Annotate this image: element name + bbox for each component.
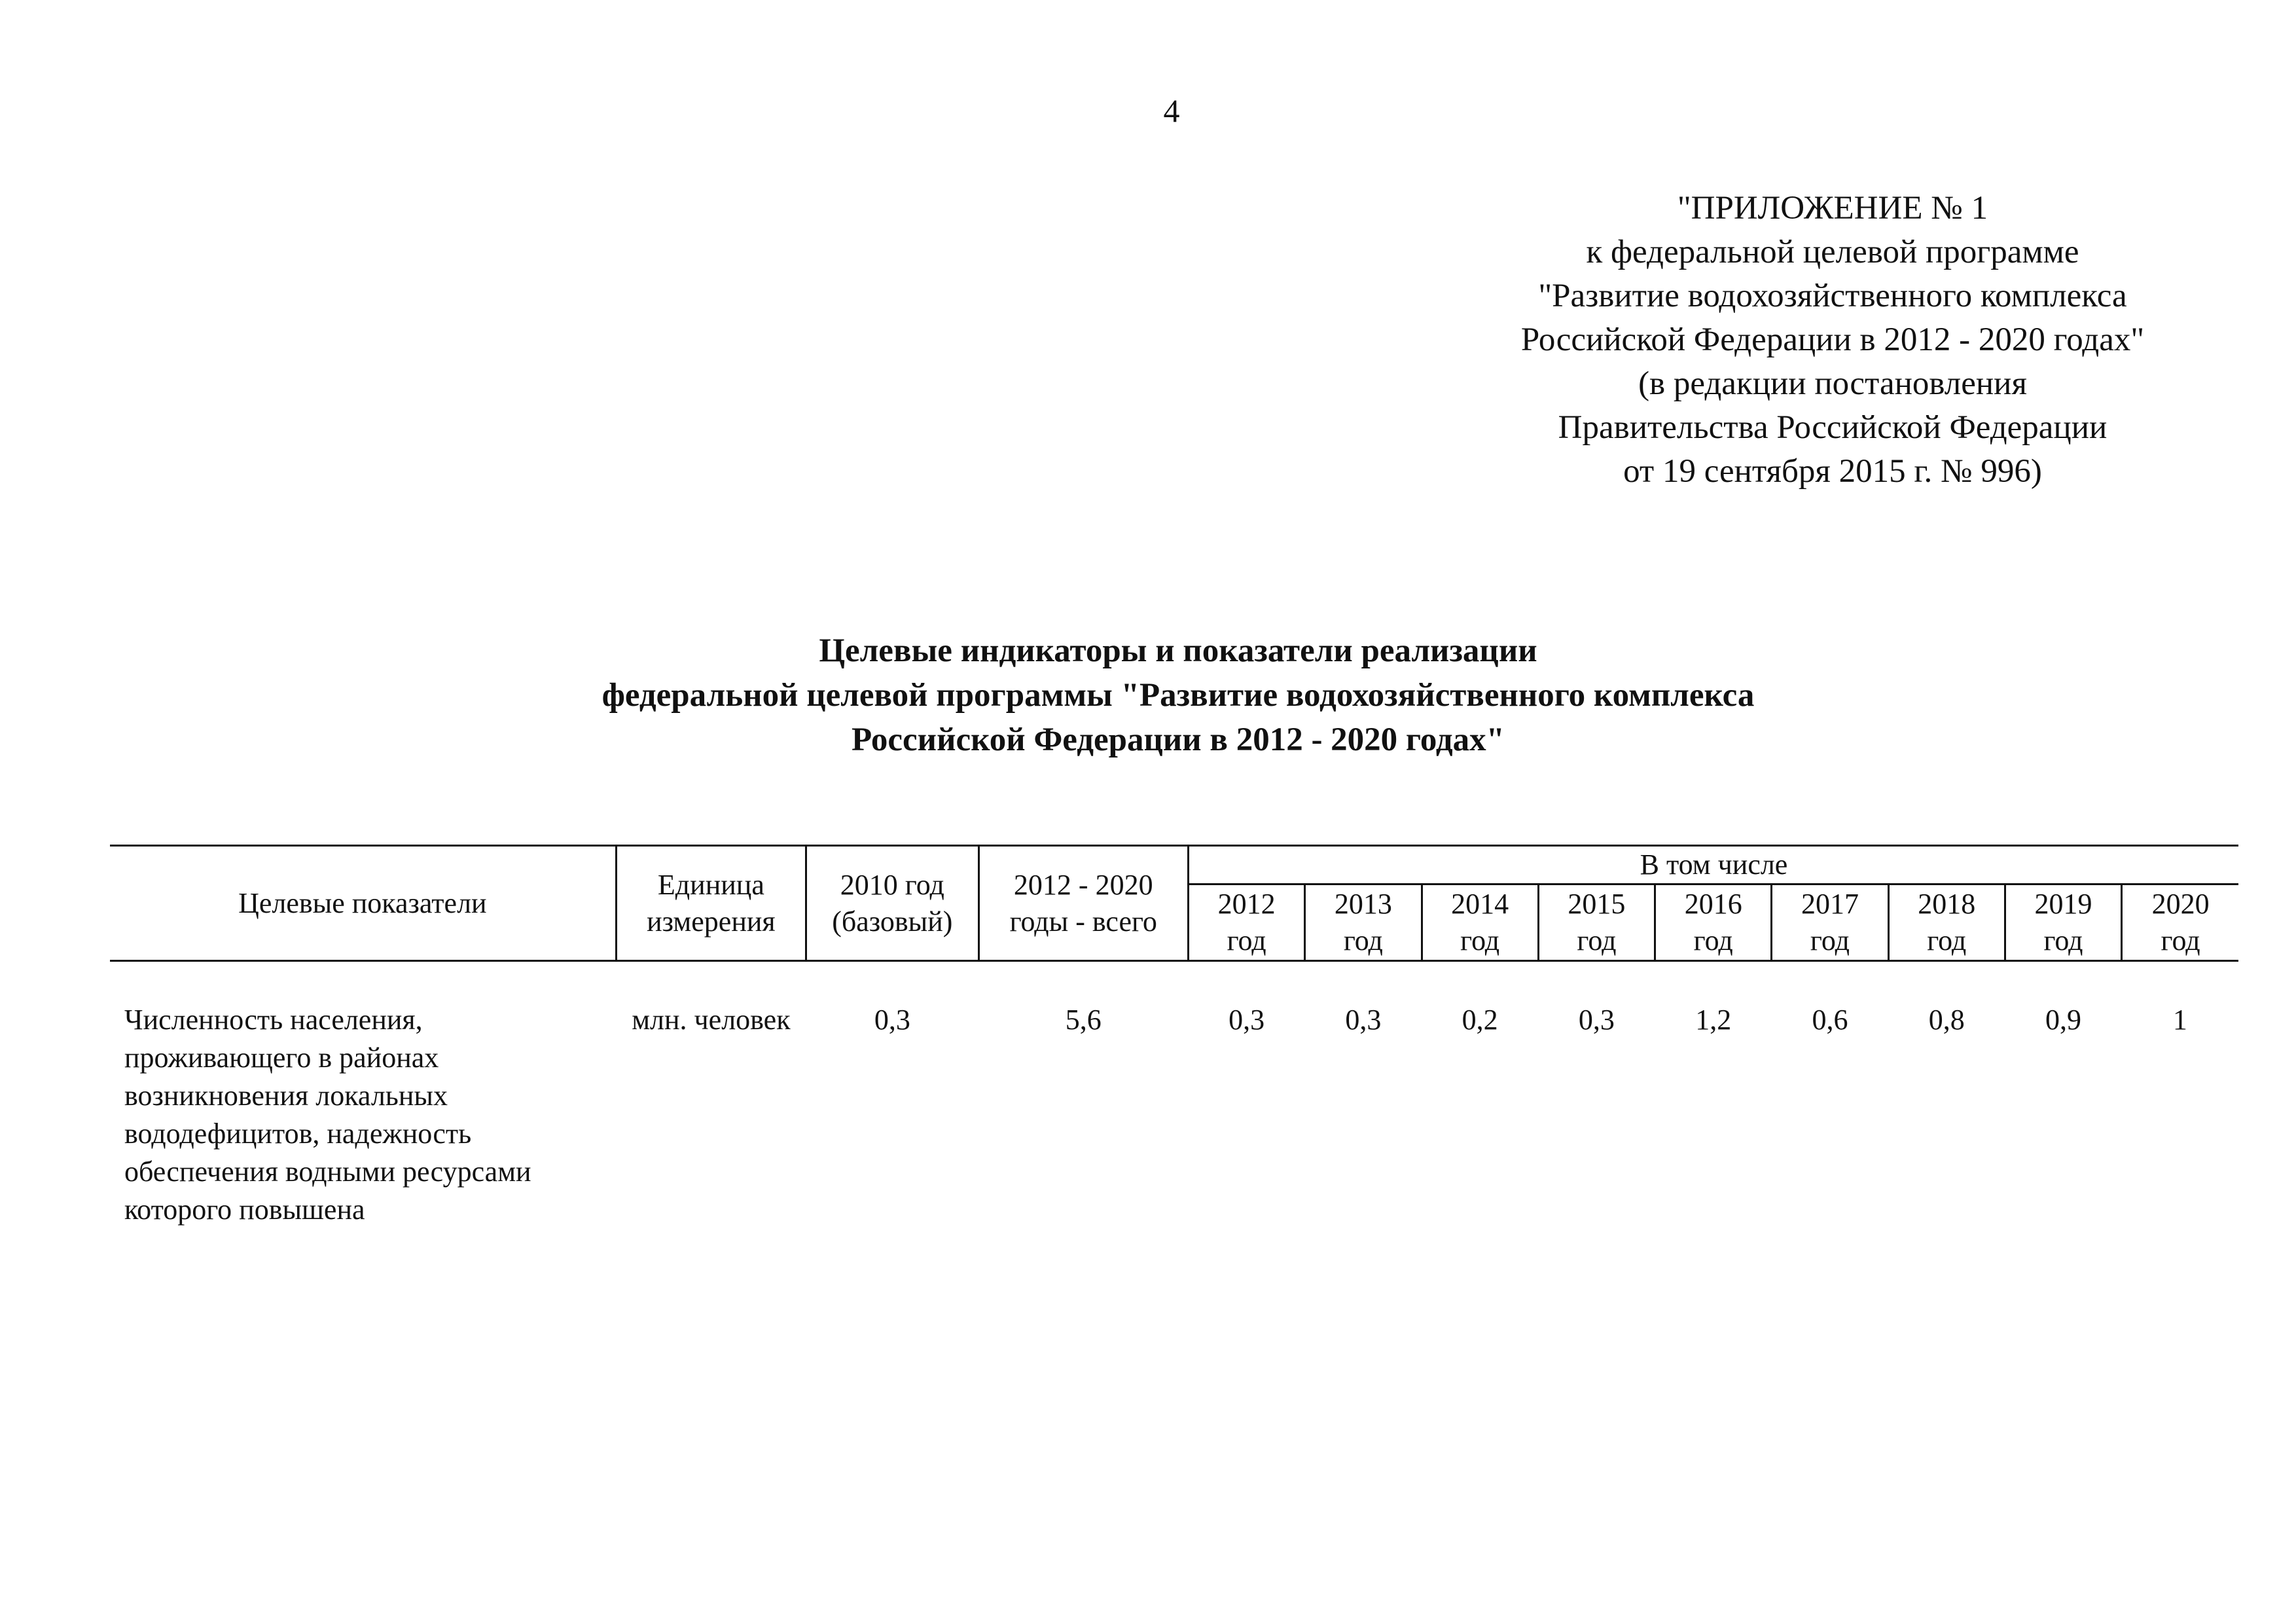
indicator-name: Численность населения, проживающего в районах возникновения локальных вододефицитов, надежность обеспечения водными ресурсами которого повышена	[124, 1004, 531, 1226]
header-year	[1655, 884, 1772, 961]
header-year	[2005, 884, 2121, 961]
header-year	[1772, 884, 1888, 961]
header-base-line2: (базовый)	[832, 905, 953, 938]
header-year	[1888, 884, 2005, 961]
header-year-number: 2014	[1451, 888, 1509, 920]
appendix-line: от 19 сентября 2015 г. № 996)	[1623, 453, 2042, 490]
title-line: Российской Федерации в 2012 - 2020 годах"	[852, 721, 1505, 758]
header-total	[978, 846, 1188, 961]
header-year-number: 2020	[2151, 888, 2210, 920]
year-value: 0,6	[1812, 1004, 1848, 1036]
header-year-word: год	[1810, 924, 1850, 957]
table-row	[110, 961, 2238, 1230]
appendix-line: к федеральной целевой программе	[1586, 234, 2079, 270]
header-year-number: 2013	[1334, 888, 1392, 920]
total-value: 5,6	[1065, 1004, 1102, 1036]
header-total-line2: годы - всего	[1009, 905, 1157, 938]
header-year-word: год	[1343, 924, 1383, 957]
header-year	[2122, 884, 2238, 961]
header-year-number: 2016	[1684, 888, 1742, 920]
header-year-word: год	[1577, 924, 1617, 957]
year-value: 0,3	[1578, 1004, 1615, 1036]
appendix-line: Российской Федерации в 2012 - 2020 годах"	[1520, 321, 2145, 358]
indicators-table	[110, 845, 2238, 1230]
year-value: 0,2	[1462, 1004, 1498, 1036]
year-value: 1,2	[1695, 1004, 1732, 1036]
header-year	[1189, 884, 1305, 961]
title-line: Целевые индикаторы и показатели реализации	[819, 632, 1537, 669]
header-row	[110, 846, 2238, 884]
table-body	[110, 961, 2238, 1230]
header-base-line1: 2010 год	[840, 868, 944, 901]
header-year-word: год	[1227, 924, 1266, 957]
header-base-year	[806, 846, 978, 961]
base-value: 0,3	[874, 1004, 910, 1036]
header-total-line1: 2012 - 2020	[1013, 868, 1153, 901]
title-line: федеральной целевой программы "Развитие водохозяйственного комплекса	[601, 677, 1755, 714]
appendix-line: "ПРИЛОЖЕНИЕ № 1	[1677, 190, 1988, 227]
header-unit: Единица измерения	[616, 846, 806, 961]
header-year-word: год	[2043, 924, 2083, 957]
year-value: 1	[2172, 1004, 2187, 1036]
header-year-number: 2012	[1217, 888, 1276, 920]
header-year-number: 2018	[1918, 888, 1976, 920]
appendix-line: "Развитие водохозяйственного комплекса	[1538, 278, 2127, 314]
header-year	[1422, 884, 1538, 961]
header-in-total: В том числе	[1189, 846, 2239, 884]
document-title	[327, 629, 2029, 762]
appendix-heading	[1407, 187, 2258, 494]
unit-value: млн. человек	[632, 1004, 791, 1036]
year-value: 0,8	[1928, 1004, 1965, 1036]
header-year-word: год	[1693, 924, 1733, 957]
year-value: 0,3	[1229, 1004, 1265, 1036]
header-indicator: Целевые показатели	[110, 846, 616, 961]
header-year	[1305, 884, 1422, 961]
header-year-word: год	[1927, 924, 1967, 957]
year-value: 0,9	[2045, 1004, 2081, 1036]
header-year-number: 2015	[1568, 888, 1626, 920]
header-year-word: год	[2161, 924, 2200, 957]
header-year-number: 2017	[1801, 888, 1859, 920]
appendix-line: Правительства Российской Федерации	[1558, 409, 2108, 446]
page-number: 4	[1163, 92, 1180, 129]
appendix-line: (в редакции постановления	[1638, 365, 2027, 402]
year-value: 0,3	[1345, 1004, 1382, 1036]
header-year	[1538, 884, 1655, 961]
header-year-number: 2019	[2034, 888, 2092, 920]
header-year-word: год	[1460, 924, 1500, 957]
